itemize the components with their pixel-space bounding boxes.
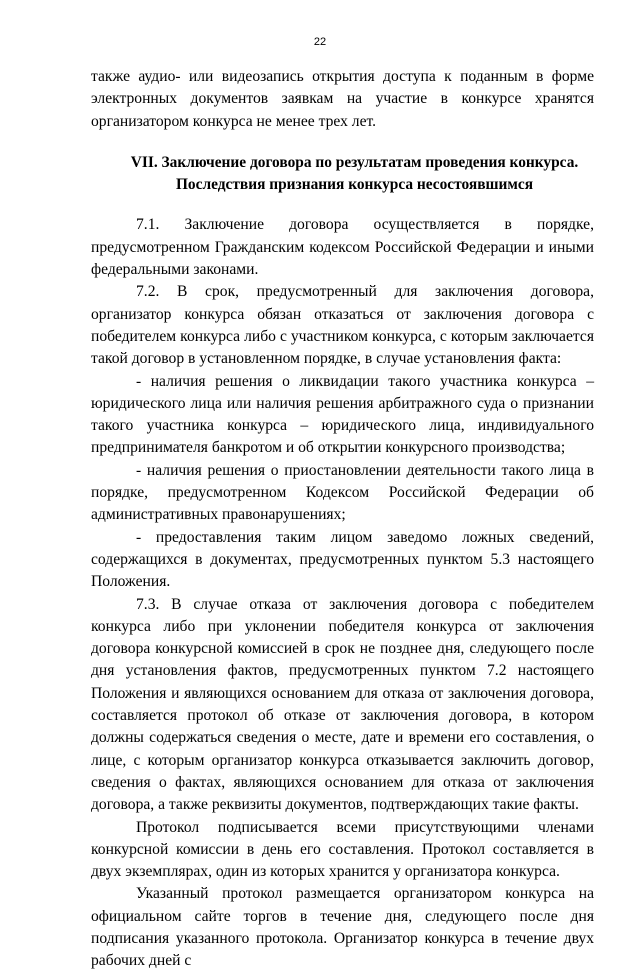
list-item-liquidation: - наличия решения о ликвидации такого участника конкурса – юридического лица или наличия решения арбитражного суда о признании такого участника конкурса – юридического лица, индивидуального предпринимателя банкротом и об открытии конкурсного производства; [91,372,594,457]
page-number: 22 [313,36,327,48]
section-heading-line-2: Последствия признания конкурса несостоявшимся [175,176,534,194]
paragraph-7-1: 7.1. Заключение договора осуществляется в порядке, предусмотренном Гражданским кодексом Российской Федерации и иными федеральными законами. [91,216,594,279]
paragraph-7-2: 7.2. В срок, предусмотренный для заключения договора, организатор конкурса обязан отказаться от заключения договора с победителем конкурса либо с участником конкурса, с которым заключается такой договор в установленном порядке, в случае установления факта: [91,283,594,368]
list-item-suspension: - наличия решения о приостановлении деятельности такого лица в порядке, предусмотренном Кодексом Российской Федерации об административных правонарушениях; [91,461,594,524]
list-item-false-info: - предоставления таким лицом заведомо ложных сведений, содержащихся в документах, предусмотренных пунктом 5.3 настоящего Положения. [91,528,594,591]
paragraph-7-3: 7.3. В случае отказа от заключения договора с победителем конкурса либо при уклонении победителя конкурса от заключения договора конкурсной комиссией в срок не позднее дня, следующего после дня установления фактов, предусмотренных пунктом 7.2 настоящего Положения и являющихся основанием для отказа от заключения договора, составляется протокол об отказе от заключения договора, в котором должны содержаться сведения о месте, дате и времени его составления, о лице, с которым организатор конкурса отказывается заключить договор, сведения о фактах, являющихся основанием для отказа от заключения договора, а также реквизиты документов, подтверждающих такие факты. [91,595,594,814]
section-heading-line-1: VII. Заключение договора по результатам проведения конкурса. [130,153,579,171]
paragraph-protocol-signing: Протокол подписывается всеми присутствующими членами конкурсной комиссии в день его составления. Протокол составляется в двух экземплярах, один из которых хранится у организатора конкурса. [91,818,594,881]
document-body [91,66,594,973]
paragraph-continuation: также аудио- или видеозапись открытия доступа к поданным в форме электронных документов заявкам на участие в конкурсе хранятся организатором конкурса не менее трех лет. [91,68,594,130]
section-heading [91,152,594,197]
paragraph-protocol-publication: Указанный протокол размещается организатором конкурса на официальном сайте торгов в течение дня, следующего после дня подписания указанного протокола. Организатор конкурса в течение двух рабочих дней с [91,885,594,970]
